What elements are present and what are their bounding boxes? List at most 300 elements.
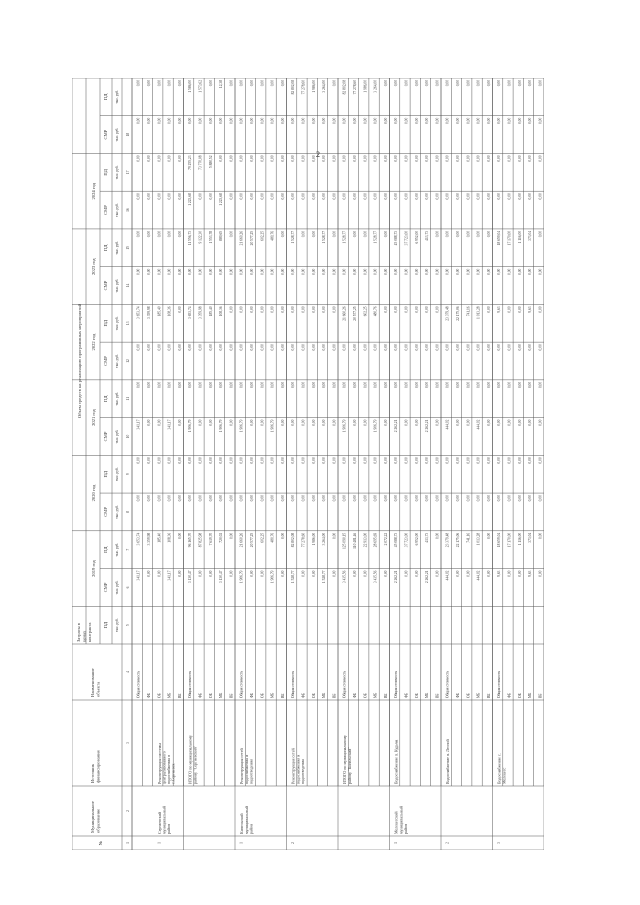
table-cell: 0,00 — [528, 268, 533, 275]
table-cell: 0,00 — [383, 230, 388, 238]
table-cell: 880,65 — [219, 230, 224, 241]
row-source-label: МБ — [528, 692, 533, 698]
table-cell: 0,00 — [177, 80, 182, 87]
table-cell: 0,00 — [373, 381, 378, 389]
table-cell: 0,00 — [507, 80, 512, 87]
table-cell: 373,04 — [528, 532, 533, 543]
row-number: 3 — [497, 842, 502, 844]
table-cell: 0,00 — [270, 80, 275, 87]
table-cell: 0,00 — [404, 570, 409, 577]
table-cell: 0,00 — [445, 193, 450, 200]
table-cell: 0,00 — [229, 268, 234, 275]
table-cell: 0,00 — [394, 306, 399, 313]
table-cell: 1 013,28 — [476, 532, 481, 546]
row-source-label: Общая стоимость — [497, 670, 502, 698]
table-cell: 0,00 — [239, 117, 244, 125]
table-cell: 0,00 — [229, 344, 234, 351]
table-cell: 444,02 — [476, 570, 481, 581]
table-cell: 0,00 — [445, 230, 450, 238]
table-cell: 3 653,74 — [136, 306, 141, 319]
row-source-label: ФБ — [147, 693, 152, 698]
table-cell: 0,00 — [167, 117, 172, 125]
table-cell: 0,00 — [250, 268, 255, 275]
table-cell: 0,00 — [342, 381, 347, 389]
table-cell: 0,00 — [280, 268, 285, 275]
table-cell: 0,00 — [353, 495, 358, 502]
table-cell: 0,00 — [507, 495, 512, 502]
table-cell: 0,00 — [291, 495, 296, 502]
row-source-label: ВБ — [280, 693, 285, 698]
table-cell: 0,00 — [280, 495, 285, 502]
table-cell: 0,00 — [301, 155, 306, 162]
table-cell: 0,00 — [177, 306, 182, 313]
table-cell: 9 122,30 — [198, 230, 203, 244]
table-cell: 0,00 — [301, 419, 306, 426]
table-cell: 0,00 — [342, 344, 347, 351]
table-cell: 0,00 — [353, 117, 358, 125]
table-cell: 0,00 — [456, 193, 461, 200]
header-year: 2023 год — [91, 258, 96, 275]
table-cell: 0,00 — [373, 457, 378, 464]
table-cell: 0,00 — [219, 381, 224, 389]
table-cell: 0,00 — [157, 570, 162, 577]
table-cell: 0,00 — [404, 495, 409, 502]
table-cell: 0,00 — [280, 532, 285, 540]
table-cell: 0,00 — [476, 155, 481, 162]
table-cell: 341,17 — [136, 419, 141, 430]
table-cell: 0,00 — [538, 155, 543, 162]
table-cell: 0,00 — [517, 155, 522, 162]
table-cell: 0,00 — [476, 344, 481, 351]
table-cell: 0,00 — [291, 193, 296, 200]
header-subcol: ПД — [103, 395, 108, 402]
table-cell: 0,00 — [517, 117, 522, 125]
table-cell: 0,00 — [353, 230, 358, 238]
table-cell: 0,00 — [177, 230, 182, 238]
row-source-label: ВБ — [486, 693, 491, 698]
table-cell: 0,00 — [311, 117, 316, 125]
table-cell: 0,00 — [208, 495, 213, 502]
table-cell: 0,00 — [404, 381, 409, 389]
table-cell: 3 435,56 — [373, 570, 378, 584]
table-cell: 0,00 — [476, 117, 481, 125]
table-cell: 0,00 — [497, 495, 502, 502]
table-cell: 444,02 — [476, 419, 481, 430]
table-cell: 0,00 — [476, 381, 481, 389]
table-cell: 0,00 — [157, 155, 162, 162]
table-cell: 0,00 — [311, 306, 316, 313]
table-cell: 0,00 — [363, 268, 368, 275]
row-number: 2 — [445, 842, 450, 844]
table-cell: 0,00 — [517, 381, 522, 389]
table-cell: 0,00 — [188, 117, 193, 125]
table-cell: 21 660,26 — [342, 306, 347, 321]
row-source-label: ОБ — [414, 693, 419, 698]
table-cell: 0,00 — [208, 268, 213, 275]
header-subcol: СМР — [103, 205, 108, 215]
table-cell: 73 770,08 — [198, 155, 203, 170]
table-cell: 0,00 — [188, 344, 193, 351]
table-cell: 0,00 — [414, 117, 419, 125]
table-cell: 0,00 — [476, 495, 481, 502]
table-cell: 0,00 — [445, 80, 450, 87]
table-cell: 0,00 — [229, 117, 234, 125]
row-object: Реконструкция сетейводоснабжения иводоотведения — [239, 748, 254, 784]
header-col-number: 9 — [126, 473, 130, 476]
table-cell: 0,00 — [517, 306, 522, 313]
table-cell: 0,00 — [208, 117, 213, 125]
table-cell: 0,00 — [147, 230, 152, 238]
header-year: 2021 год — [91, 409, 96, 426]
row-source-label: ОБ — [466, 693, 471, 698]
table-cell: 21 660,26 — [239, 532, 244, 548]
table-cell: 0,00 — [208, 570, 213, 577]
table-cell: 0,00 — [250, 344, 255, 351]
table-cell: 3 130,47 — [188, 570, 193, 584]
table-cell: 0,00 — [147, 193, 152, 200]
table-cell: 0,00 — [147, 80, 152, 87]
row-object: Водоснабжение п. Лесной — [445, 739, 451, 784]
table-cell: 0,00 — [250, 306, 255, 313]
table-cell: 0,00 — [435, 230, 440, 238]
table-cell: 0,00 — [177, 117, 182, 125]
table-cell: 37 723,00 — [404, 230, 409, 246]
table-cell: 0,00 — [404, 117, 409, 125]
table-cell: 0,00 — [177, 155, 182, 162]
table-cell: 1 906,79 — [219, 419, 224, 433]
table-cell: 1 528,77 — [322, 230, 327, 244]
row-object: Водоснабжение п. Кудьма — [393, 739, 399, 784]
table-cell: 0,00 — [188, 268, 193, 275]
table-cell: 0,00 — [229, 80, 234, 87]
header-unit: тыс. руб. — [115, 127, 119, 142]
table-cell: 0,00 — [394, 268, 399, 275]
table-cell: 0,00 — [198, 381, 203, 389]
table-cell: 0,00 — [435, 570, 440, 577]
table-cell: 0,00 — [394, 344, 399, 351]
table-cell: 0,00 — [476, 230, 481, 238]
table-cell: 0,00 — [394, 80, 399, 87]
table-cell: 0,00 — [517, 193, 522, 200]
header-col-number: 15 — [126, 246, 130, 250]
header-unit: тыс. руб. — [115, 165, 119, 180]
table-cell: 185,40 — [208, 306, 213, 317]
table-cell: 0,00 — [311, 419, 316, 426]
table-cell: 0,00 — [322, 117, 327, 125]
row-source-label: ВБ — [332, 693, 337, 698]
row-source-label: ФБ — [507, 693, 512, 698]
table-cell: 0,00 — [342, 495, 347, 502]
row-source-label: ОБ — [517, 693, 522, 698]
table-cell: 0,00 — [239, 457, 244, 464]
table-cell: 0,00 — [208, 80, 213, 87]
table-cell: 0,00 — [528, 381, 533, 389]
table-cell: 0,00 — [373, 193, 378, 200]
table-cell: 87 825,98 — [198, 532, 203, 548]
table-cell: 96 165,70 — [188, 532, 193, 548]
table-cell: 0,00 — [435, 532, 440, 540]
table-cell: 0,00 — [486, 570, 491, 577]
table-cell: 18 659,04 — [497, 532, 502, 548]
table-cell: 0,00 — [435, 344, 440, 351]
table-cell: 0,00 — [528, 419, 533, 426]
table-cell: 0,00 — [404, 306, 409, 313]
table-cell: 0,00 — [353, 155, 358, 162]
table-cell: 0,00 — [517, 344, 522, 351]
table-cell: 0,00 — [466, 419, 471, 426]
table-cell: 0,00 — [435, 268, 440, 275]
table-cell: 6 952,00 — [414, 230, 419, 244]
table-cell: 0,00 — [538, 306, 543, 313]
table-cell: 0,00 — [332, 268, 337, 275]
table-cell: 0,00 — [538, 230, 543, 238]
row-object: ИТОГО по муниципальномурайону "Кинельский" — [342, 735, 352, 784]
table-cell: 0,00 — [466, 381, 471, 389]
table-cell: 0,00 — [456, 381, 461, 389]
header-unit: тыс. руб. — [115, 240, 119, 255]
table-cell: 9,63 — [528, 306, 533, 313]
row-municipality: Мелекесскиймуниципальныйрайон — [393, 806, 408, 834]
table-cell: 0,00 — [260, 193, 265, 200]
table-cell: 0,00 — [517, 570, 522, 577]
table-cell: 0,00 — [322, 381, 327, 389]
table-cell: 0,00 — [332, 344, 337, 351]
table-cell: 0,00 — [250, 381, 255, 389]
table-cell: 0,00 — [425, 495, 430, 502]
table-cell: 0,00 — [486, 495, 491, 502]
table-cell: 0,00 — [445, 155, 450, 162]
row-source-label: ФБ — [404, 693, 409, 698]
table-cell: 0,00 — [383, 495, 388, 502]
table-cell: 0,00 — [394, 193, 399, 200]
table-cell: 0,00 — [486, 419, 491, 426]
table-cell: 0,00 — [383, 80, 388, 87]
header-unit: тыс. руб. — [115, 505, 119, 519]
table-cell: 3 264,00 — [322, 80, 327, 93]
table-cell: 0,00 — [456, 80, 461, 87]
table-cell: 0,00 — [363, 117, 368, 125]
header-contract: Затраты вценахконтракта — [76, 622, 92, 642]
table-cell: 0,00 — [538, 570, 543, 577]
table-cell: 0,00 — [456, 457, 461, 464]
table-cell: 45 088,73 — [394, 230, 399, 246]
table-cell: 0,00 — [229, 381, 234, 389]
row-source-label: ОБ — [363, 693, 368, 698]
table-cell: 0,00 — [456, 419, 461, 426]
table-cell: 0,00 — [363, 419, 368, 426]
table-cell: 0,00 — [435, 117, 440, 125]
table-cell: 0,00 — [270, 381, 275, 389]
header-unit: тыс. руб. — [115, 580, 119, 595]
table-cell: 82 802,08 — [342, 80, 347, 95]
table-cell: 0,00 — [301, 268, 306, 275]
header-no: № — [98, 840, 103, 846]
table-cell: 0,00 — [239, 306, 244, 313]
header-source: Источникфинансирования — [90, 750, 101, 783]
table-cell: 0,00 — [383, 117, 388, 125]
table-cell: 720,02 — [219, 532, 224, 543]
row-source-label: ВБ — [538, 693, 543, 698]
table-cell: 0,00 — [425, 344, 430, 351]
table-cell: 0,00 — [383, 381, 388, 389]
table-cell: 0,00 — [188, 381, 193, 389]
table-cell: 0,00 — [219, 344, 224, 351]
row-source-label: ФБ — [250, 693, 255, 698]
table-cell: 0,00 — [208, 193, 213, 200]
table-cell: 0,00 — [383, 193, 388, 200]
table-cell: 0,00 — [517, 457, 522, 464]
header-col-number: 2 — [126, 810, 130, 812]
table-cell: 0,00 — [383, 155, 388, 162]
row-source-label: МБ — [322, 692, 327, 698]
table-cell: 0,00 — [311, 268, 316, 275]
table-cell: 0,00 — [157, 117, 162, 125]
header-col-number: 17 — [126, 170, 130, 175]
table-cell: 0,00 — [311, 230, 316, 238]
table-cell: 0,00 — [414, 155, 419, 162]
table-cell: 0,00 — [177, 570, 182, 577]
table-cell: 0,00 — [219, 457, 224, 464]
table-cell: 0,00 — [177, 344, 182, 351]
table-cell: 0,00 — [322, 155, 327, 162]
table-cell: 23 379,48 — [445, 306, 450, 321]
header-subcol: СМР — [103, 280, 108, 291]
table-cell: 0,00 — [270, 495, 275, 502]
table-cell: 77 278,60 — [353, 80, 358, 95]
table-cell: 0,00 — [486, 155, 491, 162]
table-cell: 0,00 — [219, 268, 224, 275]
table-cell: 0,00 — [219, 155, 224, 162]
header-year: 2019 год — [91, 560, 96, 577]
table-cell: 77 278,60 — [301, 532, 306, 548]
table-cell: 0,00 — [229, 495, 234, 502]
table-cell: 0,00 — [219, 495, 224, 502]
header-col-number: 5 — [126, 624, 130, 627]
table-cell: 0,00 — [322, 306, 327, 313]
row-object: Реконструкция сетейводоснабжения иводоотведения — [290, 748, 305, 784]
table-cell: 2 262,21 — [394, 419, 399, 433]
table-cell: 0,00 — [270, 344, 275, 351]
table-cell: 0,00 — [332, 381, 337, 389]
table-cell: 0,00 — [497, 268, 502, 275]
table-cell: 45 088,73 — [394, 532, 399, 548]
table-cell: 0,00 — [157, 457, 162, 464]
table-cell: 17 170,00 — [507, 532, 512, 548]
table-cell: 0,00 — [167, 457, 172, 464]
table-cell: 0,00 — [332, 419, 337, 426]
table-cell: 0,00 — [466, 570, 471, 577]
table-cell: 0,00 — [486, 306, 491, 313]
table-cell: 0,00 — [363, 570, 368, 577]
table-cell: 9,63 — [497, 306, 502, 313]
table-cell: 0,00 — [250, 457, 255, 464]
table-cell: 9,63 — [497, 570, 502, 577]
table-cell: 0,00 — [507, 381, 512, 389]
table-cell: 0,00 — [497, 344, 502, 351]
table-cell: 5 880,52 — [208, 155, 213, 169]
table-cell: 0,00 — [322, 344, 327, 351]
table-cell: 0,00 — [363, 230, 368, 238]
table-cell: 0,00 — [466, 193, 471, 200]
table-cell: 0,00 — [342, 457, 347, 464]
table-cell: 0,00 — [507, 419, 512, 426]
header-unit: тыс. руб. — [115, 391, 119, 406]
table-cell: 0,00 — [445, 268, 450, 275]
table-cell: 0,00 — [136, 457, 141, 464]
table-cell: 0,00 — [147, 117, 152, 125]
table-cell: 0,00 — [229, 306, 234, 313]
table-cell: 0,00 — [414, 306, 419, 313]
table-cell: 1 528,77 — [291, 230, 296, 244]
table-cell: 0,00 — [414, 495, 419, 502]
table-cell: 3 359,98 — [198, 306, 203, 319]
table-cell: 0,00 — [466, 117, 471, 125]
table-cell: 0,00 — [353, 570, 358, 577]
table-cell: 0,00 — [425, 381, 430, 389]
table-cell: 0,00 — [404, 268, 409, 275]
header-subcol: СМР — [103, 431, 108, 442]
table-cell: 0,00 — [250, 80, 255, 87]
table-cell: 0,00 — [507, 344, 512, 351]
table-cell: 0,00 — [497, 457, 502, 464]
table-cell: 0,00 — [136, 381, 141, 389]
row-source-label: Общая стоимость — [342, 670, 347, 698]
table-cell: 0,00 — [322, 495, 327, 502]
table-cell: 0,00 — [373, 155, 378, 162]
table-cell: 0,00 — [208, 457, 213, 464]
table-cell: 110 481,46 — [353, 532, 358, 549]
table-cell: 0,00 — [270, 117, 275, 125]
table-cell: 0,00 — [291, 117, 296, 125]
table-cell: 0,00 — [322, 419, 327, 426]
table-cell: 0,00 — [435, 306, 440, 313]
table-cell: 0,00 — [177, 268, 182, 275]
table-cell: 0,00 — [394, 495, 399, 502]
table-cell: 0,00 — [486, 532, 491, 540]
table-cell: 0,00 — [301, 495, 306, 502]
table-cell: 0,00 — [280, 457, 285, 464]
header-col-number: 1 — [126, 842, 130, 844]
table-cell: 0,00 — [363, 381, 368, 389]
row-source-label: МБ — [425, 692, 430, 698]
table-cell: 0,00 — [147, 344, 152, 351]
table-cell: 0,00 — [435, 457, 440, 464]
table-cell: 0,00 — [167, 381, 172, 389]
table-cell: 0,00 — [456, 495, 461, 502]
table-cell: 0,00 — [229, 193, 234, 200]
table-cell: 0,00 — [404, 344, 409, 351]
table-cell: 0,00 — [383, 306, 388, 313]
table-cell: 0,00 — [198, 457, 203, 464]
table-cell: 0,00 — [157, 381, 162, 389]
table-cell: 0,00 — [188, 457, 193, 464]
header-unit: тыс. руб. — [115, 467, 119, 482]
table-cell: 0,00 — [373, 344, 378, 351]
table-cell: 1 906,79 — [342, 419, 347, 433]
table-cell: 0,00 — [239, 155, 244, 162]
table-cell: 0,00 — [404, 80, 409, 87]
table-cell: 0,00 — [311, 570, 316, 577]
row-number: 1 — [239, 842, 244, 844]
table-cell: 0,00 — [136, 344, 141, 351]
table-cell: 0,00 — [147, 457, 152, 464]
table-cell: 0,00 — [301, 381, 306, 389]
row-source-label: Общая стоимость — [136, 670, 141, 698]
table-cell: 0,00 — [456, 155, 461, 162]
table-cell: 0,00 — [322, 193, 327, 200]
header-municipality: Муниципальноеобразование — [90, 801, 101, 833]
table-cell: 1 986,00 — [311, 80, 316, 93]
